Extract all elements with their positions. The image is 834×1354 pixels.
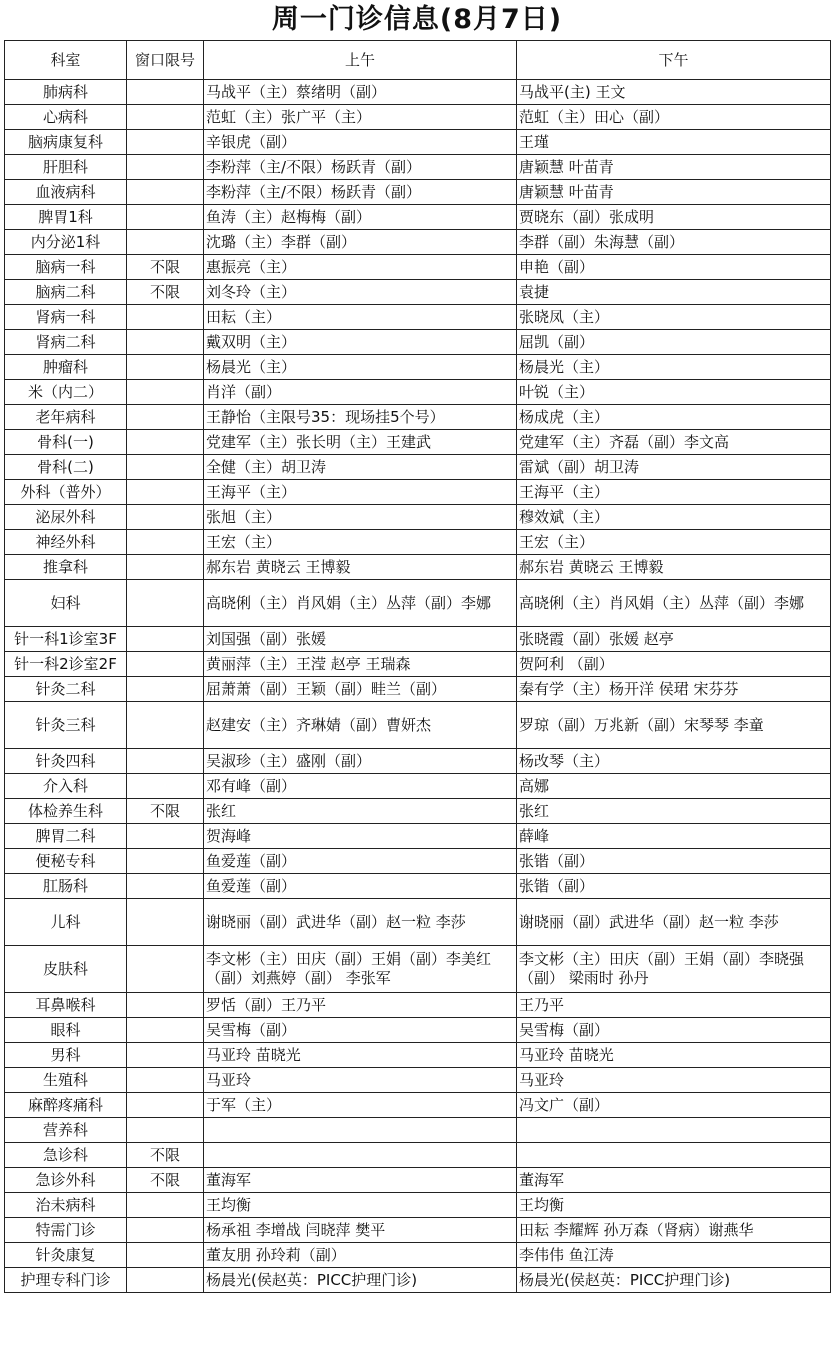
afternoon-cell: 马战平(主) 王文 (517, 80, 831, 105)
morning-cell (204, 1118, 517, 1143)
department-cell: 针灸二科 (5, 677, 127, 702)
table-row (5, 180, 831, 205)
department-cell: 急诊外科 (5, 1168, 127, 1193)
morning-cell: 戴双明（主） (204, 330, 517, 355)
department-cell: 针灸三科 (5, 702, 127, 749)
table-row (5, 1068, 831, 1093)
table-row (5, 677, 831, 702)
table-row (5, 799, 831, 824)
window-limit-cell: 不限 (127, 280, 204, 305)
table-row (5, 1168, 831, 1193)
afternoon-cell: 申艳（副） (517, 255, 831, 280)
afternoon-cell: 张红 (517, 799, 831, 824)
morning-cell: 沈璐（主）李群（副） (204, 230, 517, 255)
department-cell: 针灸四科 (5, 749, 127, 774)
morning-cell: 肖洋（副） (204, 380, 517, 405)
table-row (5, 749, 831, 774)
window-limit-cell (127, 105, 204, 130)
schedule-table (4, 40, 831, 1293)
table-row (5, 230, 831, 255)
afternoon-cell: 马亚玲 苗晓光 (517, 1043, 831, 1068)
morning-cell: 谢晓丽（副）武进华（副）赵一粒 李莎 (204, 899, 517, 946)
window-limit-cell (127, 1068, 204, 1093)
morning-cell: 杨晨光(侯赵英：PICC护理门诊) (204, 1268, 517, 1293)
table-row (5, 80, 831, 105)
department-cell: 脾胃1科 (5, 205, 127, 230)
table-row (5, 105, 831, 130)
morning-cell: 田耘（主） (204, 305, 517, 330)
department-cell: 针一科2诊室2F (5, 652, 127, 677)
department-cell: 脑病二科 (5, 280, 127, 305)
department-cell: 老年病科 (5, 405, 127, 430)
table-row (5, 627, 831, 652)
window-limit-cell: 不限 (127, 799, 204, 824)
window-limit-cell (127, 1118, 204, 1143)
afternoon-cell: 李群（副）朱海慧（副） (517, 230, 831, 255)
table-row (5, 1143, 831, 1168)
department-cell: 介入科 (5, 774, 127, 799)
table-row (5, 1193, 831, 1218)
department-cell: 儿科 (5, 899, 127, 946)
table-row (5, 255, 831, 280)
afternoon-cell: 唐颖慧 叶苗青 (517, 180, 831, 205)
afternoon-cell: 贾晓东（副）张成明 (517, 205, 831, 230)
window-limit-cell (127, 405, 204, 430)
afternoon-cell: 田耘 李耀辉 孙万森（肾病）谢燕华 (517, 1218, 831, 1243)
header-window-limit: 窗口限号 (127, 41, 204, 80)
afternoon-cell: 叶锐（主） (517, 380, 831, 405)
afternoon-cell: 吴雪梅（副） (517, 1018, 831, 1043)
morning-cell: 全健（主）胡卫涛 (204, 455, 517, 480)
morning-cell (204, 1143, 517, 1168)
morning-cell: 刘国强（副）张媛 (204, 627, 517, 652)
afternoon-cell: 唐颖慧 叶苗青 (517, 155, 831, 180)
department-cell: 针一科1诊室3F (5, 627, 127, 652)
table-row (5, 993, 831, 1018)
table-row (5, 280, 831, 305)
afternoon-cell: 谢晓丽（副）武进华（副）赵一粒 李莎 (517, 899, 831, 946)
window-limit-cell (127, 230, 204, 255)
window-limit-cell (127, 530, 204, 555)
morning-cell: 鱼爱莲（副） (204, 874, 517, 899)
table-row (5, 1268, 831, 1293)
table-row (5, 652, 831, 677)
window-limit-cell: 不限 (127, 255, 204, 280)
window-limit-cell (127, 80, 204, 105)
table-row (5, 580, 831, 627)
afternoon-cell: 党建军（主）齐磊（副）李文高 (517, 430, 831, 455)
table-row (5, 380, 831, 405)
table-row (5, 305, 831, 330)
window-limit-cell (127, 946, 204, 993)
afternoon-cell: 王均衡 (517, 1193, 831, 1218)
morning-cell: 马亚玲 (204, 1068, 517, 1093)
table-row (5, 455, 831, 480)
page-title: 周一门诊信息(8月7日) (271, 4, 563, 35)
afternoon-cell: 高娜 (517, 774, 831, 799)
header-dept: 科室 (5, 41, 127, 80)
afternoon-cell: 李伟伟 鱼江涛 (517, 1243, 831, 1268)
department-cell: 心病科 (5, 105, 127, 130)
window-limit-cell (127, 849, 204, 874)
table-row (5, 430, 831, 455)
window-limit-cell (127, 580, 204, 627)
department-cell: 妇科 (5, 580, 127, 627)
afternoon-cell (517, 1118, 831, 1143)
window-limit-cell (127, 180, 204, 205)
afternoon-cell: 张晓霞（副）张媛 赵亭 (517, 627, 831, 652)
table-row (5, 824, 831, 849)
table-row (5, 205, 831, 230)
table-row (5, 849, 831, 874)
morning-cell: 王宏（主） (204, 530, 517, 555)
table-row (5, 355, 831, 380)
window-limit-cell (127, 824, 204, 849)
afternoon-cell: 郝东岩 黄晓云 王博毅 (517, 555, 831, 580)
morning-cell: 罗恬（副）王乃平 (204, 993, 517, 1018)
department-cell: 推拿科 (5, 555, 127, 580)
morning-cell: 王静怡（主限号35：现场挂5个号） (204, 405, 517, 430)
department-cell: 针灸康复 (5, 1243, 127, 1268)
department-cell: 内分泌1科 (5, 230, 127, 255)
morning-cell: 刘冬玲（主） (204, 280, 517, 305)
department-cell: 肛肠科 (5, 874, 127, 899)
morning-cell: 范虹（主）张广平（主） (204, 105, 517, 130)
morning-cell: 李粉萍（主/不限）杨跃青（副） (204, 155, 517, 180)
morning-cell: 黄丽萍（主）王滢 赵亭 王瑞森 (204, 652, 517, 677)
department-cell: 生殖科 (5, 1068, 127, 1093)
window-limit-cell (127, 1218, 204, 1243)
window-limit-cell (127, 305, 204, 330)
morning-cell: 张红 (204, 799, 517, 824)
department-cell: 耳鼻喉科 (5, 993, 127, 1018)
table-row (5, 505, 831, 530)
window-limit-cell (127, 555, 204, 580)
window-limit-cell (127, 430, 204, 455)
afternoon-cell: 杨成虎（主） (517, 405, 831, 430)
morning-cell: 马战平（主）蔡绪明（副） (204, 80, 517, 105)
afternoon-cell: 李文彬（主）田庆（副）王娟（副）李晓强（副） 梁雨时 孙丹 (517, 946, 831, 993)
morning-cell: 党建军（主）张长明（主）王建武 (204, 430, 517, 455)
morning-cell: 高晓俐（主）肖风娟（主）丛萍（副）李娜 (204, 580, 517, 627)
department-cell: 脑病一科 (5, 255, 127, 280)
table-row (5, 530, 831, 555)
department-cell: 外科（普外） (5, 480, 127, 505)
table-row (5, 405, 831, 430)
window-limit-cell (127, 774, 204, 799)
afternoon-cell: 杨改琴（主） (517, 749, 831, 774)
department-cell: 麻醉疼痛科 (5, 1093, 127, 1118)
afternoon-cell: 范虹（主）田心（副） (517, 105, 831, 130)
department-cell: 肺病科 (5, 80, 127, 105)
window-limit-cell (127, 677, 204, 702)
department-cell: 肾病二科 (5, 330, 127, 355)
afternoon-cell: 张晓凤（主） (517, 305, 831, 330)
department-cell: 体检养生科 (5, 799, 127, 824)
morning-cell: 董海军 (204, 1168, 517, 1193)
afternoon-cell: 王乃平 (517, 993, 831, 1018)
morning-cell: 马亚玲 苗晓光 (204, 1043, 517, 1068)
window-limit-cell (127, 652, 204, 677)
department-cell: 骨科(一) (5, 430, 127, 455)
window-limit-cell: 不限 (127, 1168, 204, 1193)
morning-cell: 李文彬（主）田庆（副）王娟（副）李美红（副）刘燕婷（副） 李张军 (204, 946, 517, 993)
afternoon-cell: 薛峰 (517, 824, 831, 849)
department-cell: 肾病一科 (5, 305, 127, 330)
department-cell: 急诊科 (5, 1143, 127, 1168)
department-cell: 营养科 (5, 1118, 127, 1143)
header-afternoon: 下午 (517, 41, 831, 80)
window-limit-cell (127, 993, 204, 1018)
department-cell: 脾胃二科 (5, 824, 127, 849)
afternoon-cell: 冯文广（副） (517, 1093, 831, 1118)
table-row (5, 1118, 831, 1143)
table-row (5, 1018, 831, 1043)
afternoon-cell: 袁捷 (517, 280, 831, 305)
department-cell: 男科 (5, 1043, 127, 1068)
department-cell: 眼科 (5, 1018, 127, 1043)
window-limit-cell (127, 480, 204, 505)
window-limit-cell (127, 1093, 204, 1118)
department-cell: 泌尿外科 (5, 505, 127, 530)
table-row (5, 874, 831, 899)
department-cell: 神经外科 (5, 530, 127, 555)
window-limit-cell: 不限 (127, 1143, 204, 1168)
morning-cell: 董友朋 孙玲莉（副） (204, 1243, 517, 1268)
morning-cell: 于军（主） (204, 1093, 517, 1118)
department-cell: 肝胆科 (5, 155, 127, 180)
department-cell: 护理专科门诊 (5, 1268, 127, 1293)
afternoon-cell: 董海军 (517, 1168, 831, 1193)
window-limit-cell (127, 1018, 204, 1043)
morning-cell: 王海平（主） (204, 480, 517, 505)
department-cell: 血液病科 (5, 180, 127, 205)
morning-cell: 屈萧萧（副）王颖（副）畦兰（副） (204, 677, 517, 702)
afternoon-cell: 王宏（主） (517, 530, 831, 555)
department-cell: 米（内二） (5, 380, 127, 405)
window-limit-cell (127, 627, 204, 652)
afternoon-cell: 秦有学（主）杨开洋 侯珺 宋芬芬 (517, 677, 831, 702)
table-row (5, 155, 831, 180)
window-limit-cell (127, 355, 204, 380)
afternoon-cell: 杨晨光(侯赵英：PICC护理门诊) (517, 1268, 831, 1293)
morning-cell: 吴雪梅（副） (204, 1018, 517, 1043)
window-limit-cell (127, 874, 204, 899)
morning-cell: 杨晨光（主） (204, 355, 517, 380)
window-limit-cell (127, 455, 204, 480)
afternoon-cell (517, 1143, 831, 1168)
morning-cell: 李粉萍（主/不限）杨跃青（副） (204, 180, 517, 205)
morning-cell: 鱼涛（主）赵梅梅（副） (204, 205, 517, 230)
afternoon-cell: 雷斌（副）胡卫涛 (517, 455, 831, 480)
afternoon-cell: 高晓俐（主）肖风娟（主）丛萍（副）李娜 (517, 580, 831, 627)
morning-cell: 杨承祖 李增战 闫晓萍 樊平 (204, 1218, 517, 1243)
morning-cell: 赵建安（主）齐琳婧（副）曹妍杰 (204, 702, 517, 749)
table-row (5, 1218, 831, 1243)
window-limit-cell (127, 1193, 204, 1218)
table-row (5, 555, 831, 580)
afternoon-cell: 张锴（副） (517, 874, 831, 899)
morning-cell: 鱼爱莲（副） (204, 849, 517, 874)
table-row (5, 480, 831, 505)
morning-cell: 郝东岩 黄晓云 王博毅 (204, 555, 517, 580)
morning-cell: 邓有峰（副） (204, 774, 517, 799)
window-limit-cell (127, 205, 204, 230)
department-cell: 脑病康复科 (5, 130, 127, 155)
morning-cell: 吴淑珍（主）盛刚（副） (204, 749, 517, 774)
window-limit-cell (127, 702, 204, 749)
table-row (5, 774, 831, 799)
window-limit-cell (127, 899, 204, 946)
morning-cell: 惠振亮（主） (204, 255, 517, 280)
schedule-body (5, 80, 831, 1293)
morning-cell: 王均衡 (204, 1193, 517, 1218)
table-row (5, 130, 831, 155)
window-limit-cell (127, 1268, 204, 1293)
window-limit-cell (127, 1043, 204, 1068)
window-limit-cell (127, 749, 204, 774)
window-limit-cell (127, 505, 204, 530)
table-row (5, 1243, 831, 1268)
table-row (5, 899, 831, 946)
window-limit-cell (127, 1243, 204, 1268)
window-limit-cell (127, 330, 204, 355)
afternoon-cell: 罗琼（副）万兆新（副）宋琴琴 李童 (517, 702, 831, 749)
afternoon-cell: 马亚玲 (517, 1068, 831, 1093)
afternoon-cell: 王海平（主） (517, 480, 831, 505)
header-row (5, 41, 831, 80)
header-morning: 上午 (204, 41, 517, 80)
table-row (5, 1043, 831, 1068)
morning-cell: 贺海峰 (204, 824, 517, 849)
window-limit-cell (127, 380, 204, 405)
table-row (5, 702, 831, 749)
department-cell: 治未病科 (5, 1193, 127, 1218)
table-row (5, 946, 831, 993)
afternoon-cell: 张锴（副） (517, 849, 831, 874)
department-cell: 皮肤科 (5, 946, 127, 993)
afternoon-cell: 王瑾 (517, 130, 831, 155)
department-cell: 便秘专科 (5, 849, 127, 874)
department-cell: 肿瘤科 (5, 355, 127, 380)
window-limit-cell (127, 155, 204, 180)
morning-cell: 辛银虎（副） (204, 130, 517, 155)
afternoon-cell: 杨晨光（主） (517, 355, 831, 380)
morning-cell: 张旭（主） (204, 505, 517, 530)
window-limit-cell (127, 130, 204, 155)
department-cell: 骨科(二) (5, 455, 127, 480)
table-row (5, 1093, 831, 1118)
afternoon-cell: 屈凯（副） (517, 330, 831, 355)
afternoon-cell: 贺阿利 （副） (517, 652, 831, 677)
department-cell: 特需门诊 (5, 1218, 127, 1243)
afternoon-cell: 穆效斌（主） (517, 505, 831, 530)
table-row (5, 330, 831, 355)
